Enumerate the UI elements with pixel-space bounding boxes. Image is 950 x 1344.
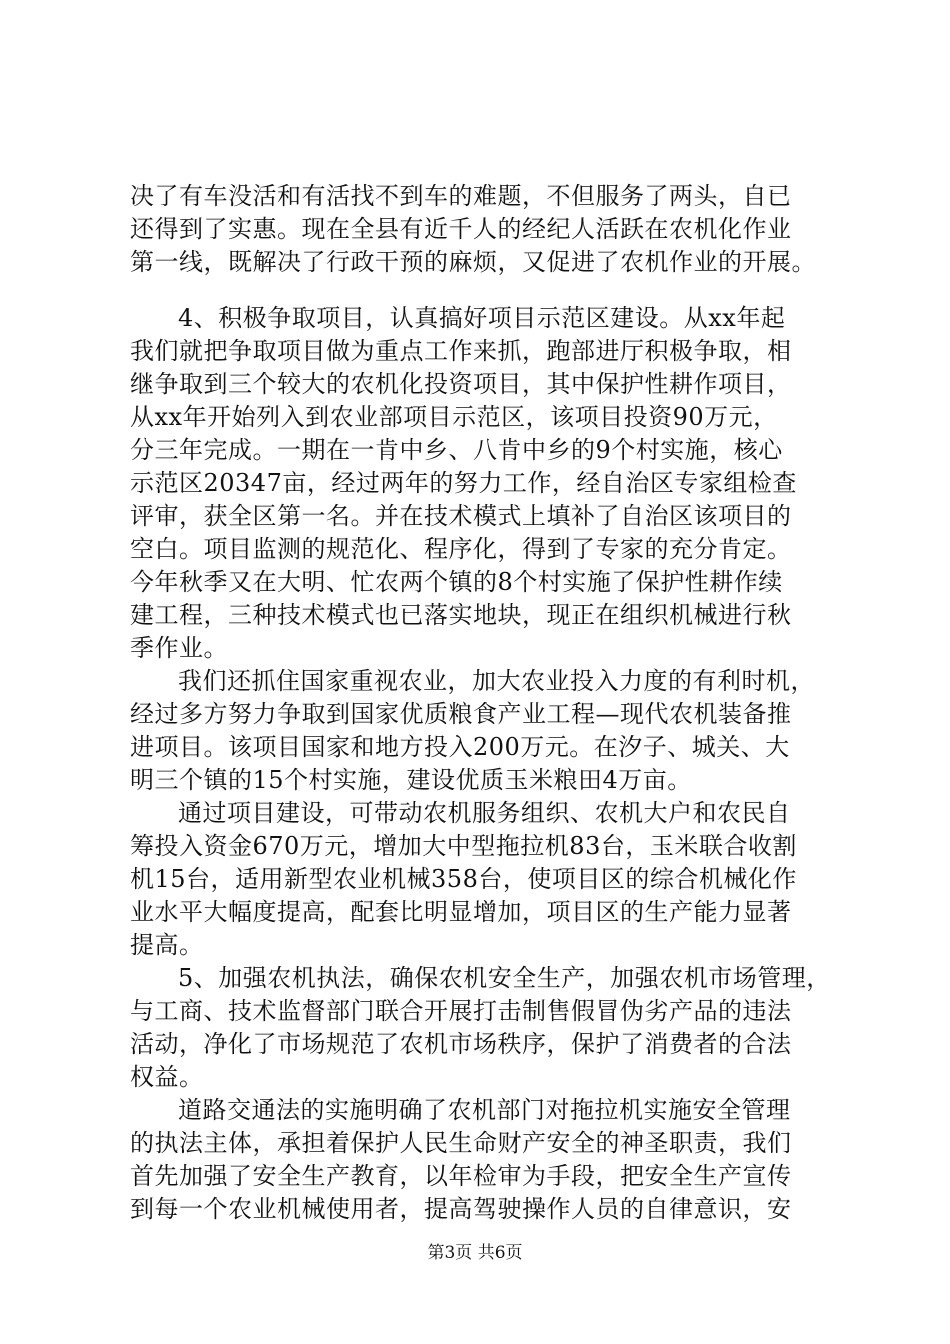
text-line: 机15台，适用新型农业机械358台，使项目区的综合机械化作 <box>130 865 797 893</box>
text-line: 业水平大幅度提高，配套比明显增加，项目区的生产能力显著 <box>130 898 792 926</box>
text-line: 示范区20347亩，经过两年的努力工作，经自治区专家组检查 <box>130 469 797 497</box>
text-line: 评审，获全区第一名。并在技术模式上填补了自治区该项目的 <box>130 502 792 530</box>
text-line: 季作业。 <box>130 634 228 662</box>
text-line: 空白。项目监测的规范化、程序化，得到了专家的充分肯定。 <box>130 535 792 563</box>
text-line: 今年秋季又在大明、忙农两个镇的8个村实施了保护性耕作续 <box>130 568 783 596</box>
page-number-footer: 第3页 共6页 <box>427 1243 523 1263</box>
text-line: 我们就把争取项目做为重点工作来抓，跑部进厅积极争取，相 <box>130 337 792 365</box>
text-line: 建工程，三种技术模式也已落实地块，现正在组织机械进行秋 <box>130 601 792 629</box>
text-line: 决了有车没活和有活找不到车的难题，不但服务了两头，自已 <box>130 182 792 210</box>
text-line: 第一线，既解决了行政干预的麻烦，又促进了农机作业的开展。 <box>130 248 816 276</box>
text-line: 权益。 <box>130 1063 204 1091</box>
text-line: 首先加强了安全生产教育，以年检审为手段，把安全生产宣传 <box>130 1162 792 1190</box>
text-line: 继争取到三个较大的农机化投资项目，其中保护性耕作项目， <box>130 370 792 398</box>
paragraph-start-line: 5、加强农机执法，确保农机安全生产，加强农机市场管理， <box>178 964 831 992</box>
text-line: 从xx年开始列入到农业部项目示范区，该项目投资90万元， <box>130 403 778 431</box>
text-line: 与工商、技术监督部门联合开展打击制售假冒伪劣产品的违法 <box>130 997 792 1025</box>
text-line: 明三个镇的15个村实施，建设优质玉米粮田4万亩。 <box>130 766 692 794</box>
text-line: 到每一个农业机械使用者，提高驾驶操作人员的自律意识，安 <box>130 1195 792 1223</box>
paragraph-start-line: 我们还抓住国家重视农业，加大农业投入力度的有利时机， <box>178 667 815 695</box>
text-line: 分三年完成。一期在一肯中乡、八肯中乡的9个村实施，核心 <box>130 436 783 464</box>
text-line: 进项目。该项目国家和地方投入200万元。在汐子、城关、大 <box>130 733 790 761</box>
text-line: 提高。 <box>130 931 204 959</box>
text-line: 筹投入资金670万元，增加大中型拖拉机83台，玉米联合收割 <box>130 832 797 860</box>
text-line: 活动，净化了市场规范了农机市场秩序，保护了消费者的合法 <box>130 1030 792 1058</box>
text-line: 还得到了实惠。现在全县有近千人的经纪人活跃在农机化作业 <box>130 215 792 243</box>
text-line: 经过多方努力争取到国家优质粮食产业工程—现代农机装备推 <box>130 700 792 728</box>
paragraph-start-line: 道路交通法的实施明确了农机部门对拖拉机实施安全管理 <box>178 1096 791 1124</box>
paragraph-start-line: 通过项目建设，可带动农机服务组织、农机大户和农民自 <box>178 799 791 827</box>
paragraph-start-line: 4、积极争取项目，认真搞好项目示范区建设。从xx年起 <box>178 304 786 332</box>
text-line: 的执法主体，承担着保护人民生命财产安全的神圣职责，我们 <box>130 1129 792 1157</box>
